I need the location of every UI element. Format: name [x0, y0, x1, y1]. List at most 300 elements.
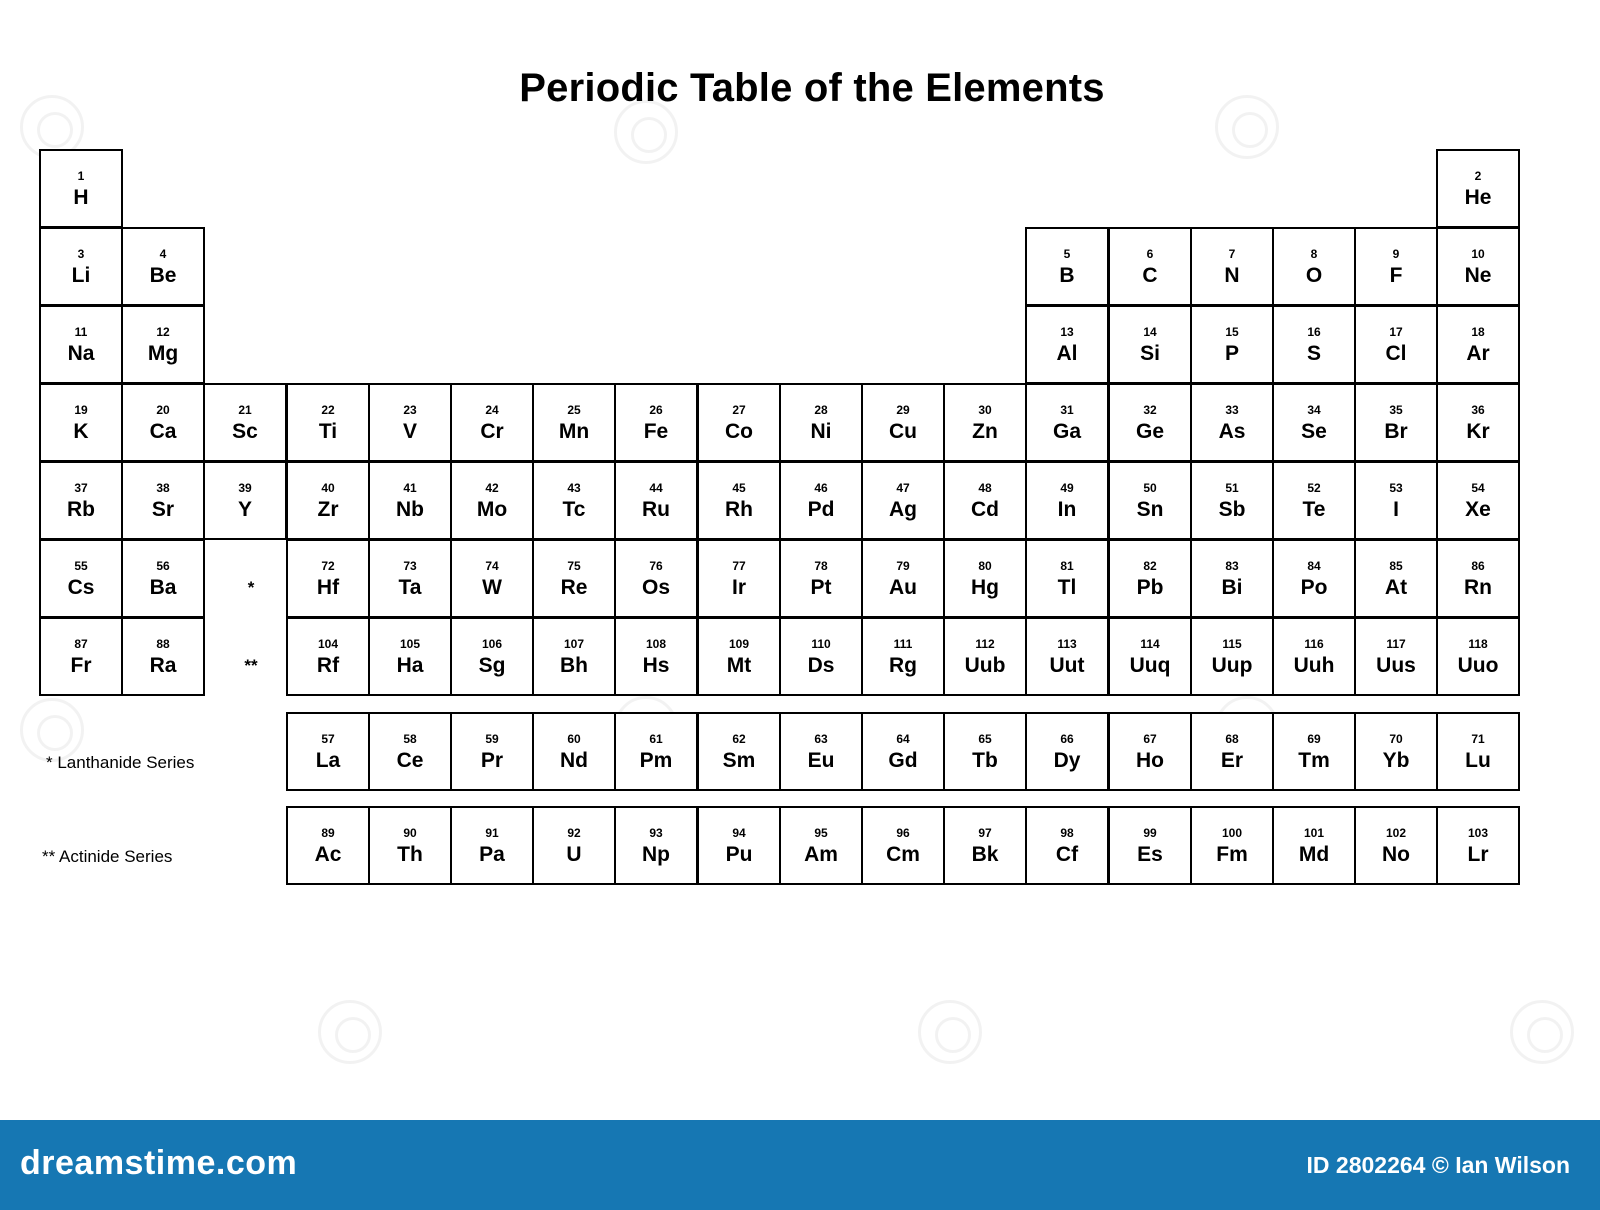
element-symbol: Ho — [1136, 749, 1164, 772]
atomic-number: 36 — [1471, 403, 1485, 417]
element-cell-zr — [286, 461, 370, 540]
element-symbol: Rb — [67, 498, 95, 521]
element-symbol: Zr — [317, 498, 339, 521]
element-cell-f — [1354, 227, 1438, 306]
element-symbol: Uup — [1211, 654, 1253, 677]
atomic-number: 71 — [1471, 732, 1485, 746]
element-symbol: Hf — [316, 576, 340, 599]
element-cell-as — [1190, 383, 1274, 462]
page-title: Periodic Table of the Elements — [519, 66, 1105, 110]
element-cell-se — [1272, 383, 1356, 462]
atomic-number: 49 — [1060, 481, 1074, 495]
element-cell-uuh — [1272, 617, 1356, 696]
element-cell-cl — [1354, 305, 1438, 384]
element-symbol: Ca — [149, 420, 177, 443]
element-cell-pr — [450, 712, 534, 791]
atomic-number: 63 — [814, 732, 828, 746]
element-symbol: N — [1224, 264, 1240, 287]
element-cell-na — [39, 305, 123, 384]
element-symbol: Tc — [562, 498, 586, 521]
element-cell-b — [1025, 227, 1109, 306]
element-symbol: Nb — [396, 498, 424, 521]
atomic-number: 39 — [238, 481, 252, 495]
element-cell-pt — [779, 539, 863, 618]
actinide-marker: ** — [244, 656, 258, 675]
element-cell-uuo — [1436, 617, 1520, 696]
element-symbol: Sc — [232, 420, 258, 443]
element-cell-rg — [861, 617, 945, 696]
atomic-number: 105 — [399, 637, 421, 651]
element-cell-mo — [450, 461, 534, 540]
element-cell-k — [39, 383, 123, 462]
atomic-number: 25 — [567, 403, 581, 417]
atomic-number: 73 — [403, 559, 417, 573]
element-cell-lu — [1436, 712, 1520, 791]
atomic-number: 90 — [403, 826, 417, 840]
element-symbol: Li — [71, 264, 91, 287]
element-cell-ge — [1108, 383, 1192, 462]
element-cell-i — [1354, 461, 1438, 540]
element-cell-u — [532, 806, 616, 885]
element-symbol: Po — [1300, 576, 1328, 599]
element-symbol: Lu — [1465, 749, 1491, 772]
element-symbol: Cf — [1055, 843, 1079, 866]
element-symbol: Nd — [560, 749, 588, 772]
element-cell-si — [1108, 305, 1192, 384]
atomic-number: 26 — [649, 403, 663, 417]
atomic-number: 4 — [159, 247, 167, 261]
atomic-number: 94 — [732, 826, 746, 840]
atomic-number: 27 — [732, 403, 746, 417]
element-cell-ir — [697, 539, 781, 618]
element-symbol: Ti — [318, 420, 338, 443]
element-symbol: Si — [1140, 342, 1160, 365]
element-symbol: In — [1057, 498, 1077, 521]
element-cell-y — [203, 461, 287, 540]
element-symbol: S — [1306, 342, 1321, 365]
element-cell-v — [368, 383, 452, 462]
element-symbol: Yb — [1382, 749, 1410, 772]
atomic-number: 9 — [1392, 247, 1400, 261]
atomic-number: 19 — [74, 403, 88, 417]
atomic-number: 10 — [1471, 247, 1485, 261]
atomic-number: 28 — [814, 403, 828, 417]
element-symbol: Uuo — [1457, 654, 1499, 677]
element-cell-md — [1272, 806, 1356, 885]
atomic-number: 97 — [978, 826, 992, 840]
element-cell-te — [1272, 461, 1356, 540]
watermark-spiral-icon — [1510, 1000, 1574, 1064]
atomic-number: 67 — [1143, 732, 1157, 746]
element-cell-cs — [39, 539, 123, 618]
atomic-number: 68 — [1225, 732, 1239, 746]
atomic-number: 92 — [567, 826, 581, 840]
element-symbol: Np — [642, 843, 670, 866]
atomic-number: 83 — [1225, 559, 1239, 573]
atomic-number: 101 — [1303, 826, 1325, 840]
atomic-number: 6 — [1146, 247, 1154, 261]
atomic-number: 64 — [896, 732, 910, 746]
element-symbol: P — [1224, 342, 1239, 365]
element-cell-pu — [697, 806, 781, 885]
atomic-number: 112 — [975, 637, 995, 651]
element-cell-yb — [1354, 712, 1438, 791]
element-symbol: Tb — [972, 749, 998, 772]
atomic-number: 32 — [1143, 403, 1157, 417]
element-symbol: Hg — [971, 576, 999, 599]
element-symbol: Ac — [314, 843, 342, 866]
element-cell-cm — [861, 806, 945, 885]
element-cell-os — [614, 539, 698, 618]
element-cell-be — [121, 227, 205, 306]
element-symbol: Cl — [1385, 342, 1407, 365]
element-cell-mg — [121, 305, 205, 384]
atomic-number: 96 — [896, 826, 910, 840]
element-symbol: Am — [804, 843, 838, 866]
element-symbol: Tl — [1057, 576, 1077, 599]
element-symbol: At — [1384, 576, 1408, 599]
atomic-number: 107 — [563, 637, 585, 651]
atomic-number: 1 — [77, 169, 85, 183]
lanthanide-marker: * — [247, 578, 255, 597]
element-cell-s — [1272, 305, 1356, 384]
watermark-spiral-icon — [318, 1000, 382, 1064]
element-symbol: Ce — [396, 749, 424, 772]
element-symbol: Es — [1137, 843, 1163, 866]
atomic-number: 55 — [74, 559, 88, 573]
element-cell-ag — [861, 461, 945, 540]
element-symbol: Cm — [886, 843, 920, 866]
element-cell-pd — [779, 461, 863, 540]
atomic-number: 29 — [896, 403, 910, 417]
element-cell-ni — [779, 383, 863, 462]
element-symbol: Ha — [396, 654, 424, 677]
element-cell-uus — [1354, 617, 1438, 696]
element-cell-hg — [943, 539, 1027, 618]
atomic-number: 53 — [1389, 481, 1403, 495]
element-cell-sg — [450, 617, 534, 696]
element-symbol: Uut — [1049, 654, 1085, 677]
atomic-number: 61 — [649, 732, 663, 746]
element-cell-ra — [121, 617, 205, 696]
element-cell-w — [450, 539, 534, 618]
element-symbol: Mo — [476, 498, 508, 521]
atomic-number: 87 — [74, 637, 88, 651]
element-symbol: Re — [560, 576, 588, 599]
atomic-number: 99 — [1143, 826, 1157, 840]
element-cell-sm — [697, 712, 781, 791]
atomic-number: 5 — [1063, 247, 1071, 261]
element-symbol: Al — [1056, 342, 1078, 365]
element-cell-zn — [943, 383, 1027, 462]
atomic-number: 18 — [1471, 325, 1485, 339]
element-cell-n — [1190, 227, 1274, 306]
element-cell-ds — [779, 617, 863, 696]
element-symbol: U — [566, 843, 582, 866]
element-cell-ce — [368, 712, 452, 791]
atomic-number: 34 — [1307, 403, 1321, 417]
element-symbol: Pm — [639, 749, 673, 772]
element-symbol: Dy — [1053, 749, 1081, 772]
atomic-number: 22 — [321, 403, 335, 417]
atomic-number: 104 — [317, 637, 339, 651]
atomic-number: 60 — [567, 732, 581, 746]
element-cell-eu — [779, 712, 863, 791]
element-cell-ne — [1436, 227, 1520, 306]
atomic-number: 40 — [321, 481, 335, 495]
atomic-number: 15 — [1225, 325, 1239, 339]
atomic-number: 56 — [156, 559, 170, 573]
atomic-number: 33 — [1225, 403, 1239, 417]
element-symbol: Ag — [889, 498, 917, 521]
element-symbol: Sb — [1218, 498, 1246, 521]
element-symbol: Uub — [964, 654, 1006, 677]
element-cell-bh — [532, 617, 616, 696]
element-cell-re — [532, 539, 616, 618]
element-cell-uup — [1190, 617, 1274, 696]
atomic-number: 13 — [1060, 325, 1074, 339]
element-symbol: La — [315, 749, 341, 772]
atomic-number: 103 — [1467, 826, 1489, 840]
element-cell-au — [861, 539, 945, 618]
atomic-number: 118 — [1468, 637, 1488, 651]
element-cell-th — [368, 806, 452, 885]
atomic-number: 80 — [978, 559, 992, 573]
atomic-number: 66 — [1060, 732, 1074, 746]
element-symbol: Ir — [731, 576, 746, 599]
element-symbol: Uuh — [1293, 654, 1335, 677]
element-cell-xe — [1436, 461, 1520, 540]
element-cell-fm — [1190, 806, 1274, 885]
element-cell-am — [779, 806, 863, 885]
atomic-number: 38 — [156, 481, 170, 495]
atomic-number: 50 — [1143, 481, 1157, 495]
element-cell-ti — [286, 383, 370, 462]
element-cell-mn — [532, 383, 616, 462]
element-symbol: As — [1218, 420, 1246, 443]
element-cell-sr — [121, 461, 205, 540]
element-symbol: Cr — [480, 420, 504, 443]
atomic-number: 108 — [645, 637, 667, 651]
element-symbol: Ru — [642, 498, 670, 521]
element-symbol: Er — [1220, 749, 1244, 772]
element-cell-mt — [697, 617, 781, 696]
atomic-number: 12 — [156, 325, 170, 339]
atomic-number: 93 — [649, 826, 663, 840]
atomic-number: 23 — [403, 403, 417, 417]
watermark-spiral-icon — [918, 1000, 982, 1064]
element-symbol: Fe — [643, 420, 669, 443]
element-symbol: Fm — [1216, 843, 1248, 866]
element-cell-tm — [1272, 712, 1356, 791]
atomic-number: 115 — [1222, 637, 1242, 651]
atomic-number: 70 — [1389, 732, 1403, 746]
element-cell-p — [1190, 305, 1274, 384]
atomic-number: 62 — [732, 732, 746, 746]
atomic-number: 46 — [814, 481, 828, 495]
element-symbol: Sn — [1136, 498, 1164, 521]
element-cell-bi — [1190, 539, 1274, 618]
element-cell-nd — [532, 712, 616, 791]
actinide-series-label: ** Actinide Series — [42, 847, 173, 866]
atomic-number: 109 — [728, 637, 750, 651]
element-symbol: F — [1389, 264, 1403, 287]
element-symbol: Ni — [810, 420, 832, 443]
atomic-number: 57 — [321, 732, 335, 746]
atomic-number: 84 — [1307, 559, 1321, 573]
element-cell-fr — [39, 617, 123, 696]
element-cell-tb — [943, 712, 1027, 791]
element-cell-he — [1436, 149, 1520, 228]
element-symbol: Ge — [1135, 420, 1164, 443]
footer-banner — [0, 1120, 1600, 1210]
atomic-number: 74 — [485, 559, 499, 573]
element-symbol: Pu — [725, 843, 753, 866]
atomic-number: 41 — [403, 481, 417, 495]
element-cell-cf — [1025, 806, 1109, 885]
element-cell-o — [1272, 227, 1356, 306]
brand-logo: dreamstime.com — [20, 1144, 298, 1182]
element-cell-nb — [368, 461, 452, 540]
element-cell-rf — [286, 617, 370, 696]
element-symbol: Sg — [478, 654, 506, 677]
atomic-number: 45 — [732, 481, 746, 495]
element-symbol: Rg — [889, 654, 917, 677]
element-cell-br — [1354, 383, 1438, 462]
element-cell-ru — [614, 461, 698, 540]
element-cell-er — [1190, 712, 1274, 791]
element-symbol: Ar — [1466, 342, 1490, 365]
element-cell-in — [1025, 461, 1109, 540]
element-symbol: Pa — [479, 843, 505, 866]
element-symbol: W — [482, 576, 502, 599]
atomic-number: 51 — [1225, 481, 1239, 495]
element-cell-es — [1108, 806, 1192, 885]
element-symbol: Co — [725, 420, 753, 443]
element-symbol: Ba — [149, 576, 177, 599]
element-symbol: Eu — [807, 749, 835, 772]
atomic-number: 48 — [978, 481, 992, 495]
element-cell-ho — [1108, 712, 1192, 791]
element-cell-hs — [614, 617, 698, 696]
element-symbol: Na — [67, 342, 95, 365]
atomic-number: 20 — [156, 403, 170, 417]
element-symbol: He — [1464, 186, 1492, 209]
element-symbol: Cd — [971, 498, 999, 521]
atomic-number: 43 — [567, 481, 581, 495]
element-cell-c — [1108, 227, 1192, 306]
element-symbol: Ra — [149, 654, 177, 677]
element-cell-uut — [1025, 617, 1109, 696]
element-cell-tc — [532, 461, 616, 540]
element-cell-po — [1272, 539, 1356, 618]
atomic-number: 44 — [649, 481, 663, 495]
element-symbol: Th — [397, 843, 423, 866]
element-symbol: Se — [1301, 420, 1327, 443]
atomic-number: 76 — [649, 559, 663, 573]
atomic-number: 52 — [1307, 481, 1321, 495]
atomic-number: 58 — [403, 732, 417, 746]
element-symbol: Au — [889, 576, 917, 599]
element-symbol: Mt — [726, 654, 752, 677]
atomic-number: 59 — [485, 732, 499, 746]
element-symbol: Uus — [1376, 654, 1416, 677]
element-symbol: H — [73, 186, 89, 209]
atomic-number: 8 — [1310, 247, 1318, 261]
element-symbol: Md — [1298, 843, 1330, 866]
atomic-number: 85 — [1389, 559, 1403, 573]
element-cell-no — [1354, 806, 1438, 885]
element-symbol: Be — [149, 264, 177, 287]
element-symbol: Br — [1384, 420, 1408, 443]
atomic-number: 42 — [485, 481, 499, 495]
element-cell-rh — [697, 461, 781, 540]
element-cell-ha — [368, 617, 452, 696]
element-cell-np — [614, 806, 698, 885]
element-symbol: Pt — [810, 576, 832, 599]
atomic-number: 95 — [814, 826, 828, 840]
element-symbol: Gd — [888, 749, 918, 772]
atomic-number: 21 — [238, 403, 252, 417]
element-cell-cu — [861, 383, 945, 462]
atomic-number: 100 — [1221, 826, 1243, 840]
atomic-number: 116 — [1304, 637, 1324, 651]
element-cell-al — [1025, 305, 1109, 384]
element-cell-rb — [39, 461, 123, 540]
element-cell-pm — [614, 712, 698, 791]
element-cell-tl — [1025, 539, 1109, 618]
element-cell-sc — [203, 383, 287, 462]
atomic-number: 77 — [732, 559, 746, 573]
element-symbol: C — [1142, 264, 1158, 287]
element-symbol: O — [1305, 264, 1323, 287]
atomic-number: 11 — [74, 325, 88, 339]
element-cell-ta — [368, 539, 452, 618]
atomic-number: 102 — [1385, 826, 1407, 840]
element-symbol: Mg — [147, 342, 179, 365]
element-symbol: Rf — [316, 654, 340, 677]
atomic-number: 81 — [1060, 559, 1074, 573]
element-cell-rn — [1436, 539, 1520, 618]
atomic-number: 2 — [1474, 169, 1482, 183]
element-symbol: Kr — [1466, 420, 1490, 443]
element-symbol: Lr — [1467, 843, 1489, 866]
atomic-number: 111 — [893, 637, 913, 651]
element-symbol: Bk — [971, 843, 999, 866]
atomic-number: 78 — [814, 559, 828, 573]
element-cell-fe — [614, 383, 698, 462]
atomic-number: 3 — [77, 247, 85, 261]
atomic-number: 75 — [567, 559, 581, 573]
element-symbol: Pd — [807, 498, 835, 521]
element-symbol: Sm — [722, 749, 756, 772]
element-cell-hf — [286, 539, 370, 618]
element-cell-ac — [286, 806, 370, 885]
element-symbol: Cu — [889, 420, 917, 443]
element-cell-cr — [450, 383, 534, 462]
atomic-number: 72 — [321, 559, 335, 573]
element-cell-ba — [121, 539, 205, 618]
element-symbol: Ta — [398, 576, 422, 599]
element-symbol: B — [1059, 264, 1075, 287]
element-symbol: Ds — [807, 654, 835, 677]
element-symbol: Ga — [1052, 420, 1081, 443]
element-symbol: Mn — [558, 420, 590, 443]
element-symbol: Fr — [70, 654, 92, 677]
atomic-number: 106 — [481, 637, 503, 651]
element-symbol: No — [1382, 843, 1410, 866]
atomic-number: 110 — [811, 637, 831, 651]
